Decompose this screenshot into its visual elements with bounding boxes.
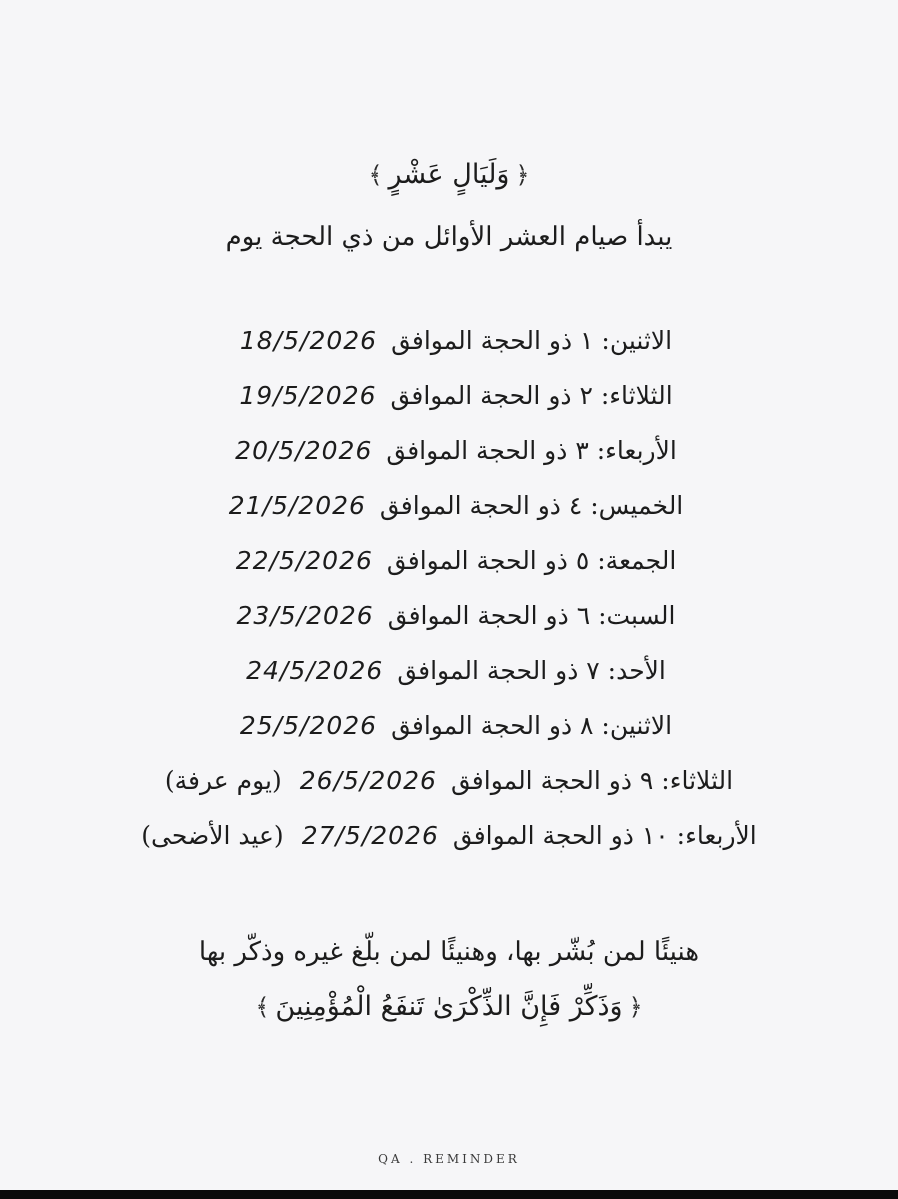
closing-verse xyxy=(0,987,898,1027)
schedule-row xyxy=(0,321,898,361)
footer-message: هنيئًا لمن بُشّر بها، وهنيئًا لمن بلّغ غيره وذكّر بها xyxy=(198,937,700,967)
schedule-date: 26/5/2026 xyxy=(299,766,437,795)
ornament-close: ﴾ xyxy=(368,161,383,189)
ornament-open: ﴿ xyxy=(628,993,643,1021)
schedule-row xyxy=(0,596,898,636)
schedule-day: الأحد: ٧ ذو الحجة الموافق xyxy=(397,656,666,685)
schedule-day: الخميس: ٤ ذو الحجة الموافق xyxy=(379,491,684,520)
schedule-date: 20/5/2026 xyxy=(235,436,373,465)
schedule-row xyxy=(0,816,898,856)
bottom-bar xyxy=(0,1190,898,1199)
schedule-date: 27/5/2026 xyxy=(301,821,439,850)
schedule-day: الاثنين: ١ ذو الحجة الموافق xyxy=(391,326,673,355)
schedule-day: الأربعاء: ٣ ذو الحجة الموافق xyxy=(386,436,677,465)
signature-text: QA . REMINDER xyxy=(378,1152,520,1166)
schedule-day: الثلاثاء: ٢ ذو الحجة الموافق xyxy=(390,381,673,410)
schedule-day: السبت: ٦ ذو الحجة الموافق xyxy=(387,601,676,630)
schedule-day: الأربعاء: ١٠ ذو الحجة الموافق xyxy=(452,821,757,850)
schedule-date: 23/5/2026 xyxy=(236,601,374,630)
schedule-row xyxy=(0,486,898,526)
schedule-row xyxy=(0,761,898,801)
schedule-note: (عيد الأضحى) xyxy=(141,821,284,850)
verse-title xyxy=(0,155,898,195)
schedule-row xyxy=(0,651,898,691)
schedule-row xyxy=(0,541,898,581)
schedule-day: الجمعة: ٥ ذو الحجة الموافق xyxy=(386,546,677,575)
closing-verse-text: وَذَكِّرْ فَإِنَّ الذِّكْرَىٰ تَنفَعُ الْمُؤْمِنِينَ xyxy=(275,991,623,1022)
schedule-date: 25/5/2026 xyxy=(239,711,378,740)
verse-title-text: وَلَيَالٍ عَشْرٍ xyxy=(388,159,510,190)
schedule-date: 19/5/2026 xyxy=(239,381,377,410)
schedule-row xyxy=(0,376,898,416)
intro-text: يبدأ صيام العشر الأوائل من ذي الحجة يوم xyxy=(225,222,673,252)
ornament-close: ﴾ xyxy=(255,993,270,1021)
schedule-date: 21/5/2026 xyxy=(228,491,366,520)
schedule-date: 18/5/2026 xyxy=(239,326,378,355)
ornament-open: ﴿ xyxy=(515,161,530,189)
schedule-day: الثلاثاء: ٩ ذو الحجة الموافق xyxy=(450,766,734,795)
schedule-row xyxy=(0,706,898,746)
schedule-row xyxy=(0,431,898,471)
schedule-date: 22/5/2026 xyxy=(235,546,373,575)
schedule-note: (يوم عرفة) xyxy=(164,766,282,795)
schedule-date: 24/5/2026 xyxy=(246,656,384,685)
schedule-day: الاثنين: ٨ ذو الحجة الموافق xyxy=(391,711,673,740)
